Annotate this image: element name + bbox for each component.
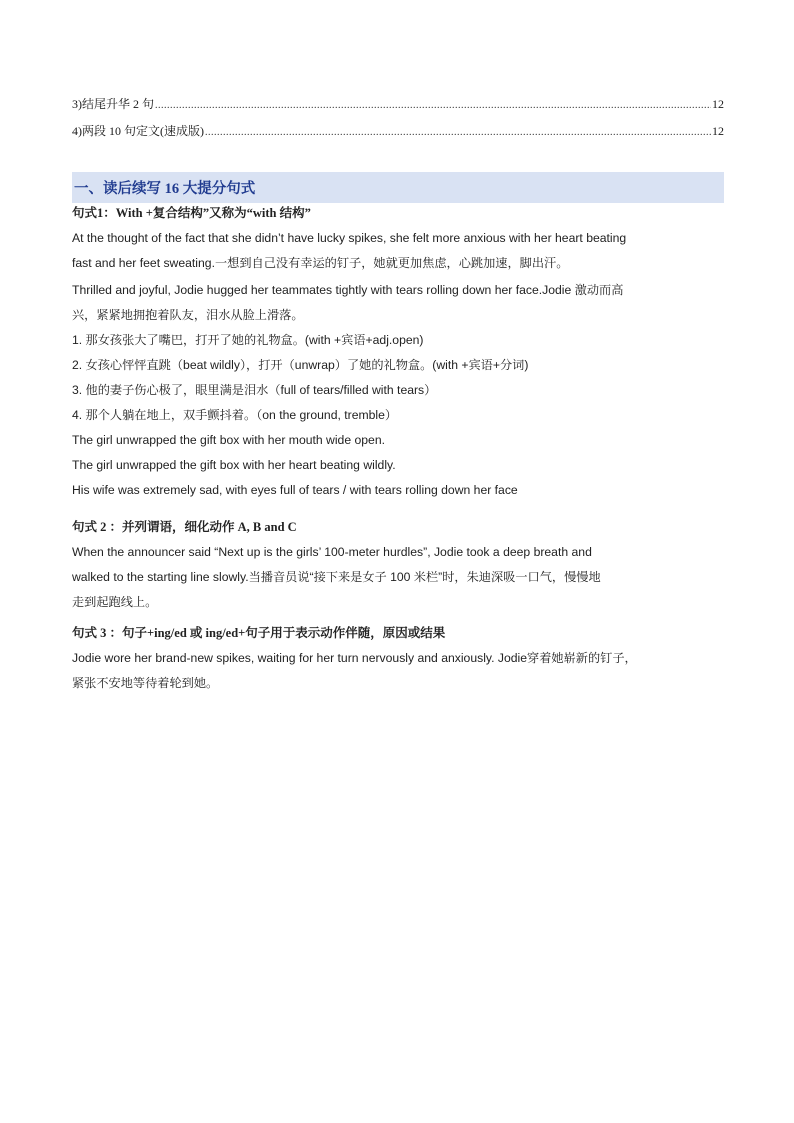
pattern-2-title: 句式 2 ：并列谓语，细化动作 A, B and C (72, 520, 297, 534)
example-sentence: fast and her feet sweating.一想到自己没有幸运的钉子，她就更加焦虑，心跳加速，脚出汗。 (72, 256, 569, 270)
toc-entry-label: 4)两段 10 句定文(速成版) (72, 124, 204, 138)
toc-entry-page: 12 (712, 124, 724, 138)
example-sentence: 紧张不安地等待着轮到她。 (72, 676, 219, 690)
toc-leader-dots (155, 100, 711, 111)
section-heading: 一、读后续写 16 大提分句式 (72, 172, 724, 203)
pattern-2-block (72, 515, 724, 615)
answer-line: His wife was extremely sad, with eyes full of tears / with tears rolling down her face (72, 483, 518, 497)
toc-entry[interactable] (72, 122, 724, 142)
exercise-item: 1. 那女孩张大了嘴巴，打开了她的礼物盒。(with +宾语+adj.open) (72, 333, 424, 347)
example-sentence: walked to the starting line slowly.当播音员说“接下来是女子 100 米栏”时，朱迪深吸一口气，慢慢地 (72, 570, 601, 584)
toc-leader-dots (205, 127, 711, 138)
example-sentence: 兴，紧紧地拥抱着队友，泪水从脸上滑落。 (72, 308, 304, 322)
example-sentence: When the announcer said “Next up is the girls’ 100-meter hurdles”, Jodie took a deep breath and (72, 545, 592, 559)
pattern-1-title: 句式1：With +复合结构”又称为“with 结构” (72, 206, 311, 220)
example-sentence: 走到起跑线上。 (72, 595, 158, 609)
example-sentence: Thrilled and joyful, Jodie hugged her teammates tightly with tears rolling down her face.Jodie 激动而高 (72, 283, 624, 297)
pattern-3-title: 句式 3 ：句子+ing/ed 或 ing/ed+句子用于表示动作伴随，原因或结果 (72, 626, 446, 640)
answer-line: The girl unwrapped the gift box with her heart beating wildly. (72, 458, 396, 472)
toc-entry[interactable] (72, 95, 724, 115)
exercise-item: 2. 女孩心怦怦直跳（beat wildly），打开（unwrap）了她的礼物盒。(with +宾语+分词) (72, 358, 529, 372)
answer-line: The girl unwrapped the gift box with her mouth wide open. (72, 433, 385, 447)
exercise-item: 4. 那个人躺在地上，双手颤抖着。（on the ground, tremble） (72, 408, 398, 422)
pattern-1-block (72, 201, 724, 503)
example-sentence: Jodie wore her brand-new spikes, waiting for her turn nervously and anxiously. Jodie穿着她崭新的钉子， (72, 651, 637, 665)
exercise-item: 3. 他的妻子伤心极了，眼里满是泪水（full of tears/filled with tears） (72, 383, 437, 397)
toc-entry-label: 3)结尾升华 2 句 (72, 97, 154, 111)
pattern-3-block (72, 621, 724, 696)
toc-entry-page: 12 (712, 97, 724, 111)
example-sentence: At the thought of the fact that she didn’t have lucky spikes, she felt more anxious with her heart beating (72, 231, 627, 245)
